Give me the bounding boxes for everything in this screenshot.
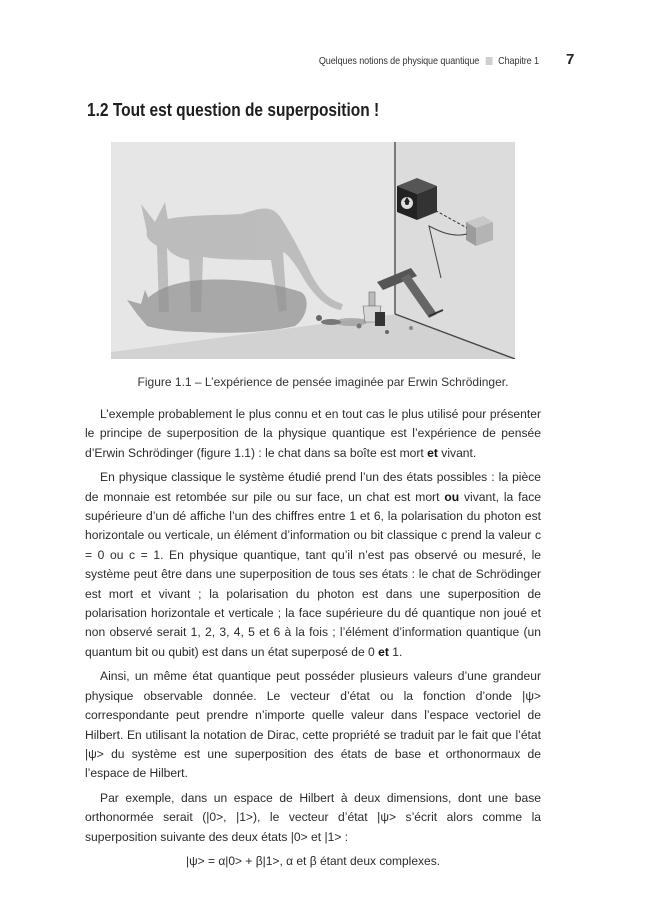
paragraph-4: Par exemple, dans un espace de Hilbert à deux dimensions, dont une base orthonormée serait (|0>, |1>), le vecteur d’état |ψ> s’écrit alors comme la superposition suivante des deux états |0> et |1> : xyxy=(85,790,541,844)
schrodinger-figure xyxy=(111,142,515,359)
radioactive-box-icon xyxy=(397,178,437,220)
paragraph-2 xyxy=(85,468,541,662)
running-title: Quelques notions de physique quantique xyxy=(318,55,480,67)
p2-text-e: 1. xyxy=(388,644,403,659)
header-separator xyxy=(485,57,492,65)
p1-text-a: L’exemple probablement le plus connu et en tout cas le plus utilisé pour présenter le principe de superposition de la physique quantique est l’expérience de pensée d’Erwin Schrödinger (figure 1.1) : le chat dans sa boîte est mort xyxy=(85,407,541,460)
p2-text-a: En physique classique le système étudié prend l’un des états possibles : la pièce de monnaie est retombée sur pile ou sur face, un chat est mort xyxy=(85,470,541,504)
section-title: 1.2 Tout est question de superposition ! xyxy=(87,100,380,120)
p1-text-c: vivant. xyxy=(437,445,477,460)
p1-bold: et xyxy=(427,445,438,460)
p2-bold-ou: ou xyxy=(444,489,460,504)
running-header xyxy=(319,55,539,67)
page-number: 7 xyxy=(566,51,575,68)
figure-caption: Figure 1.1 – L’expérience de pensée imaginée par Erwin Schrödinger. xyxy=(137,375,509,389)
schrodinger-illustration xyxy=(111,142,515,359)
p2-bold-et: et xyxy=(378,644,389,659)
page-header xyxy=(0,50,646,72)
paragraph-3: Ainsi, un même état quantique peut posséder plusieurs valeurs d’une grandeur physique observable donnée. Le vecteur d’état ou la fonction d’onde |ψ> correspondante peut prendre n’importe quelle valeur dans l’espace vectoriel de Hilbert. En utilisant la notation de Dirac, cette propriété se traduit par le fait que l’état |ψ> du système est une superposition des états de base et orthonormaux de l’espace de Hilbert. xyxy=(85,669,541,781)
chapter-label: Chapitre 1 xyxy=(498,55,539,67)
body-text xyxy=(85,405,541,871)
paragraph-1 xyxy=(85,405,541,463)
p2-text-c: vivant, la face supérieure d’un dé affiche l’un des chiffres entre 1 et 6, la polarisation du photon est horizontale ou verticale, un élément d’information ou bit classique c prend la valeur c = 0 ou c = 1. En physique quantique, tant qu’il n’est pas observé ou mesuré, le système peut être dans une superposition de tous ses états : le chat de Schrödinger est mort et vivant ; la polarisation du photon est dans une superposition de polarisation horizontale et verticale ; la face supérieure du dé quantique non joué et non observé serait 1, 2, 3, 4, 5 et 6 à la fois ; l’élément d’information quantique (un quantum bit ou qubit) est dans un état superposé de 0 xyxy=(85,489,541,659)
formula: |ψ> = α|0> + β|1>, α et β étant deux complexes. xyxy=(185,853,441,868)
